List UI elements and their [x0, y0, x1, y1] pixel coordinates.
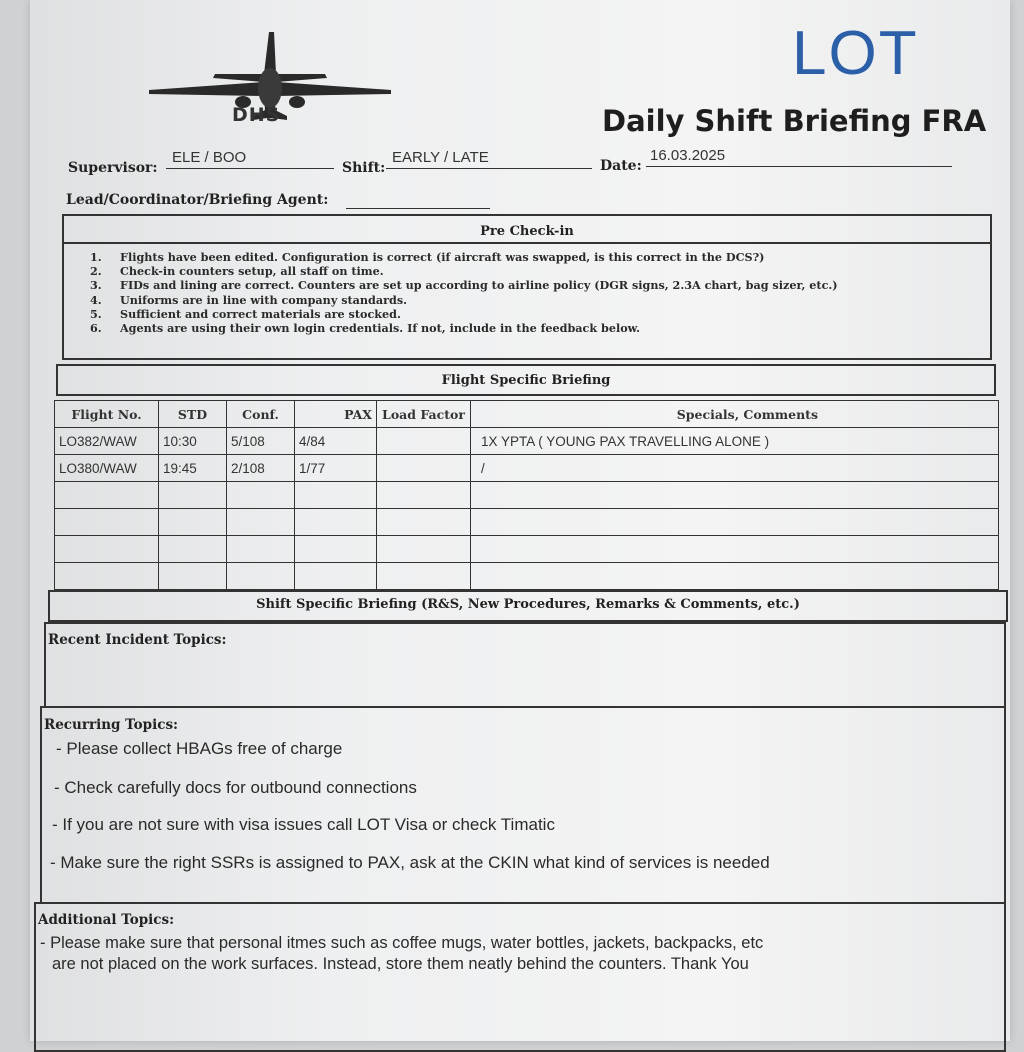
table-cell[interactable]	[55, 509, 159, 536]
table-cell[interactable]	[377, 536, 471, 563]
table-cell[interactable]	[227, 536, 295, 563]
recent-incidents-label: Recent Incident Topics:	[48, 632, 227, 648]
table-cell[interactable]: LO380/WAW	[55, 455, 159, 482]
table-cell[interactable]	[377, 482, 471, 509]
recurring-topic-item: - Check carefully docs for outbound connections	[54, 778, 417, 797]
table-cell[interactable]: 10:30	[159, 428, 227, 455]
logo-text: DHS	[232, 104, 281, 126]
table-cell[interactable]	[471, 536, 999, 563]
table-cell[interactable]	[471, 482, 999, 509]
col-conf: Conf.	[227, 401, 295, 428]
briefing-sheet	[30, 0, 1010, 1041]
additional-topic-line: are not placed on the work surfaces. Instead, store them neatly behind the counters. Thank You	[52, 955, 749, 973]
recurring-topic-item: - If you are not sure with visa issues call LOT Visa or check Timatic	[52, 815, 555, 834]
table-row	[55, 482, 999, 509]
recurring-topics-box	[40, 706, 1006, 904]
pre-checkin-list	[90, 250, 838, 335]
table-cell[interactable]: 1X YPTA ( YOUNG PAX TRAVELLING ALONE )	[471, 428, 999, 455]
table-cell[interactable]	[377, 455, 471, 482]
table-cell[interactable]	[377, 563, 471, 590]
table-row	[55, 536, 999, 563]
additional-topic-line: - Please make sure that personal itmes such as coffee mugs, water bottles, jackets, backpacks, etc	[40, 934, 764, 952]
col-std: STD	[159, 401, 227, 428]
table-cell[interactable]	[377, 428, 471, 455]
list-item: 1. Flights have been edited. Configuration is correct (if aircraft was swapped, is this correct in the DCS?)	[90, 250, 765, 264]
table-cell[interactable]: 2/108	[227, 455, 295, 482]
table-header-row	[55, 401, 999, 428]
flight-table	[54, 400, 999, 590]
table-cell[interactable]	[377, 509, 471, 536]
shift-label: Shift:	[342, 160, 386, 176]
flight-briefing-heading: Flight Specific Briefing	[441, 373, 611, 388]
recurring-topics-label: Recurring Topics:	[44, 717, 179, 733]
table-cell[interactable]: 4/84	[295, 428, 377, 455]
table-cell[interactable]	[227, 509, 295, 536]
table-cell[interactable]	[471, 509, 999, 536]
table-cell[interactable]	[295, 563, 377, 590]
table-cell[interactable]	[159, 509, 227, 536]
table-cell[interactable]: 19:45	[159, 455, 227, 482]
recurring-topic-item: - Make sure the right SSRs is assigned to PAX, ask at the CKIN what kind of services is needed	[50, 853, 770, 872]
additional-topics-box	[34, 902, 1006, 1052]
col-load-factor: Load Factor	[377, 401, 471, 428]
date-field[interactable]: 16.03.2025	[646, 144, 952, 167]
table-cell[interactable]	[471, 563, 999, 590]
list-item: 3. FIDs and lining are correct. Counters are set up according to airline policy (DGR signs, 2.3A chart, bag sizer, etc.)	[90, 278, 838, 293]
recurring-topic-item: - Please collect HBAGs free of charge	[56, 739, 343, 758]
table-cell[interactable]	[159, 482, 227, 509]
table-cell[interactable]	[55, 563, 159, 590]
table-cell[interactable]	[227, 482, 295, 509]
table-cell[interactable]	[159, 536, 227, 563]
table-cell[interactable]	[295, 536, 377, 563]
col-specials: Specials, Comments	[471, 401, 999, 428]
table-row	[55, 455, 999, 482]
table-cell[interactable]: /	[471, 455, 999, 482]
list-item: 5. Sufficient and correct materials are stocked.	[90, 306, 401, 321]
table-cell[interactable]: LO382/WAW	[55, 428, 159, 455]
page-title: Daily Shift Briefing FRA	[602, 104, 987, 138]
airline-logo-text: LOT	[792, 19, 919, 88]
pre-checkin-heading: Pre Check-in	[480, 224, 574, 239]
table-cell[interactable]	[295, 509, 377, 536]
table-row	[55, 563, 999, 590]
table-row	[55, 509, 999, 536]
table-cell[interactable]	[55, 482, 159, 509]
shift-field[interactable]: EARLY / LATE	[386, 146, 592, 169]
table-cell[interactable]	[227, 563, 295, 590]
table-cell[interactable]: 5/108	[227, 428, 295, 455]
col-flight-no: Flight No.	[55, 401, 159, 428]
list-item: 6. Agents are using their own login credentials. If not, include in the feedback below.	[90, 320, 641, 335]
divider	[62, 242, 992, 244]
col-pax: PAX	[295, 401, 377, 428]
shift-briefing-heading: Shift Specific Briefing (R&S, New Procedures, Remarks & Comments, etc.)	[256, 597, 800, 612]
lead-agent-field[interactable]	[346, 186, 490, 209]
table-cell[interactable]	[159, 563, 227, 590]
table-row	[55, 428, 999, 455]
additional-topics-label: Additional Topics:	[38, 912, 175, 928]
date-label: Date:	[600, 158, 642, 174]
list-item: 2. Check-in counters setup, all staff on time.	[90, 264, 384, 279]
list-item: 4. Uniforms are in line with company standards.	[90, 292, 408, 307]
table-cell[interactable]	[295, 482, 377, 509]
table-cell[interactable]: 1/77	[295, 455, 377, 482]
table-cell[interactable]	[55, 536, 159, 563]
supervisor-label: Supervisor:	[68, 160, 158, 176]
lead-agent-label: Lead/Coordinator/Briefing Agent:	[66, 192, 329, 208]
supervisor-field[interactable]: ELE / BOO	[166, 146, 334, 169]
